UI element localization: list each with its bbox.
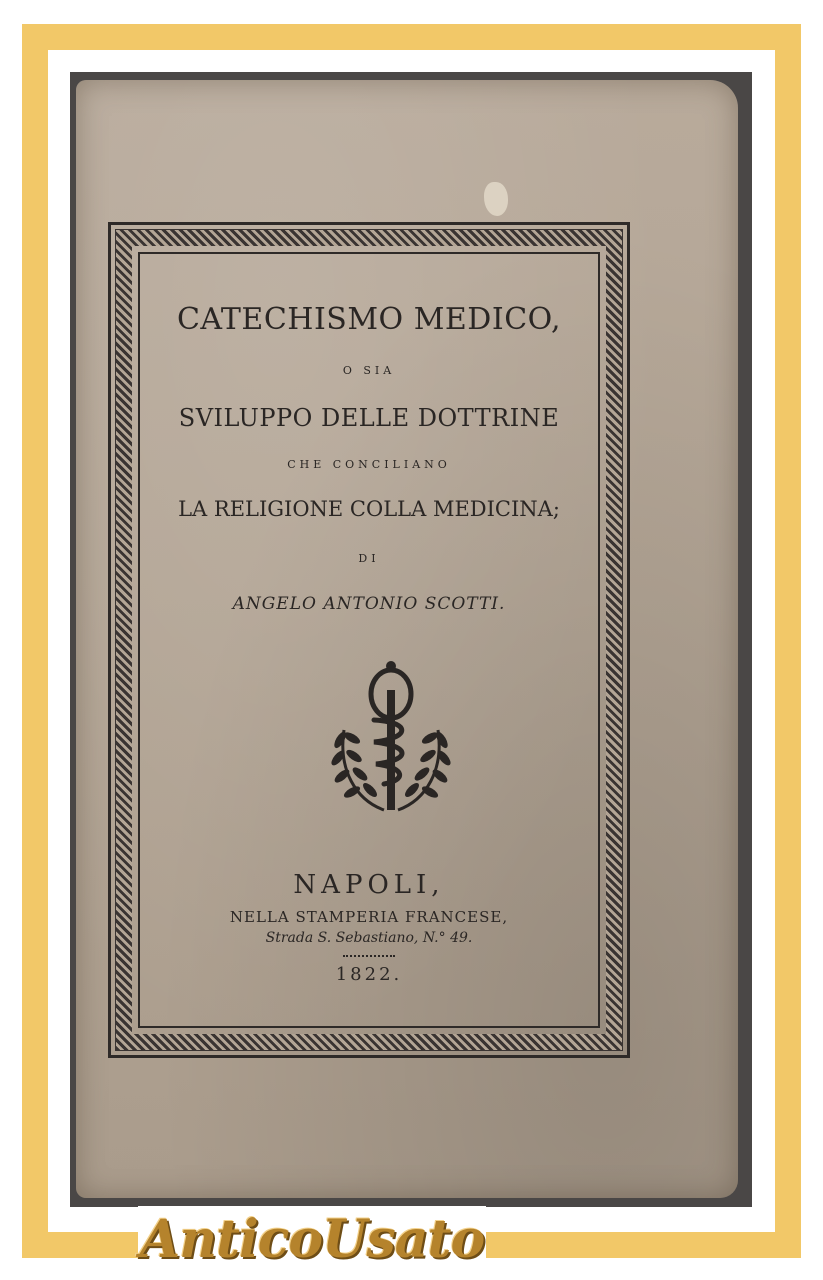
- book-subtitle-2: LA RELIGIONE COLLA MEDICINA;: [178, 497, 560, 521]
- connector-di: DI: [358, 552, 380, 565]
- watermark-logo: [138, 1206, 486, 1276]
- ornamental-rule: [343, 955, 395, 959]
- connector-che-conciliano: CHE CONCILIANO: [287, 458, 451, 471]
- rod-of-asclepius-laurel-icon: [326, 660, 456, 830]
- imprint-city: NAPOLI,: [293, 870, 445, 900]
- book-author: ANGELO ANTONIO SCOTTI.: [232, 594, 506, 614]
- paper-stain: [484, 182, 508, 216]
- book-cover: [76, 80, 738, 1198]
- book-photo: [70, 72, 752, 1207]
- watermark-logo-text: AnticoUsato: [139, 1209, 485, 1270]
- imprint-press: NELLA STAMPERIA FRANCESE,: [229, 908, 509, 926]
- imprint-street: Strada S. Sebastiano, N.° 49.: [265, 930, 473, 946]
- book-subtitle-1: SVILUPPO DELLE DOTTRINE: [178, 404, 560, 432]
- book-title: CATECHISMO MEDICO,: [176, 302, 562, 337]
- imprint-year: 1822.: [335, 964, 403, 985]
- connector-o-sia: O SIA: [342, 364, 396, 377]
